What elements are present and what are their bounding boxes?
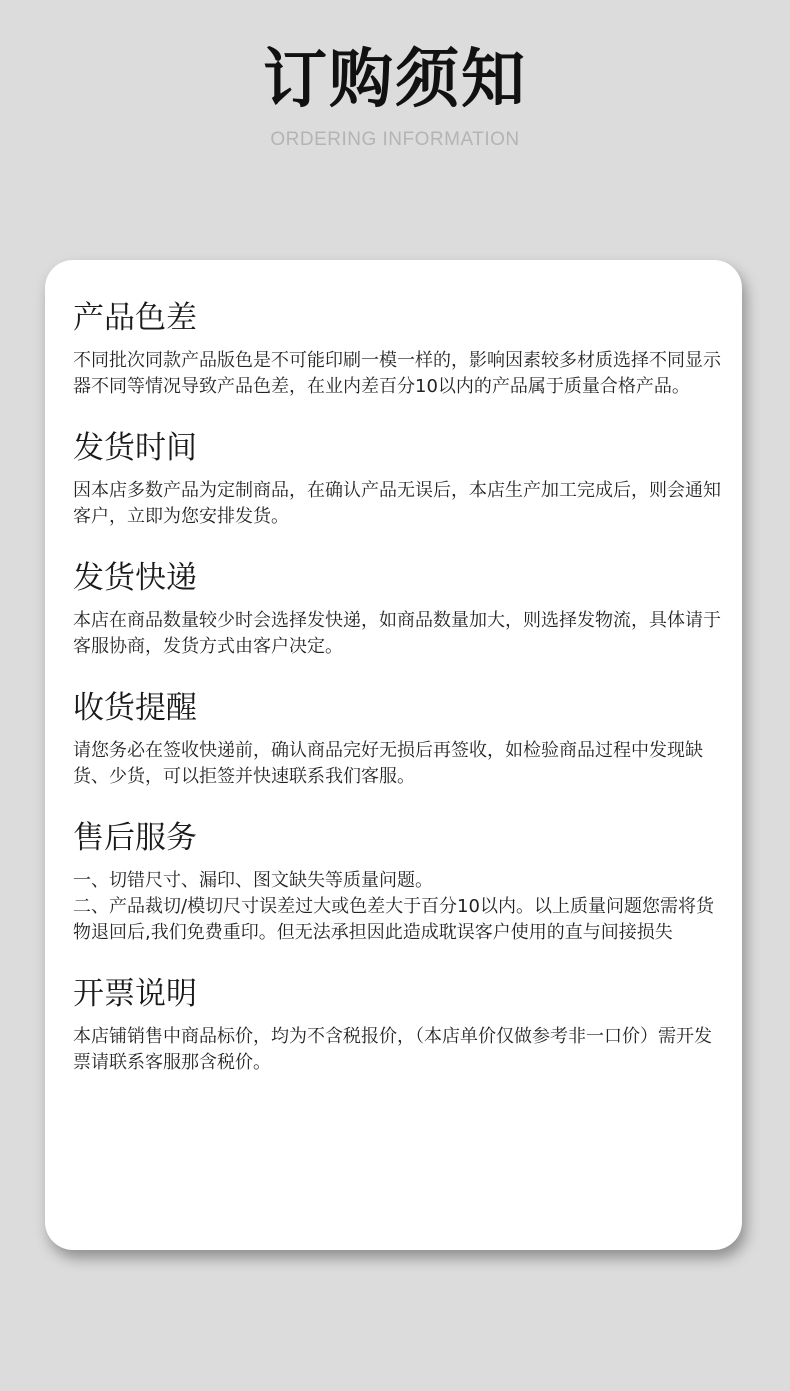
section-text: 二、产品裁切/模切尺寸误差过大或色差大于百分10以内。以上质量问题您需将货物退回后,我们免费重印。但无法承担因此造成耽误客户使用的直与间接损失 [73,896,714,943]
page-title: 订购须知 [263,43,527,117]
section-body [73,348,728,400]
section-shipping-courier [73,556,728,660]
section-body [73,608,728,660]
section-title: 发货时间 [73,430,197,466]
section-body [73,478,728,530]
section-text: 不同批次同款产品版色是不可能印刷一模一样的，影响因素较多材质选择不同显示器不同等情况导致产品色差，在业内差百分10以内的产品属于质量合格产品。 [73,350,721,397]
section-shipping-time [73,426,728,530]
section-title: 售后服务 [73,820,197,856]
page-subtitle: ORDERING INFORMATION [270,129,520,150]
section-text: 本店在商品数量较少时会选择发快递，如商品数量加大，则选择发物流，具体请于客服协商，发货方式由客户决定。 [73,610,721,657]
section-body [73,868,728,946]
section-title: 产品色差 [73,300,197,336]
section-title: 收货提醒 [73,690,197,726]
header [0,40,790,152]
section-receipt-reminder [73,686,728,790]
section-title: 开票说明 [73,976,197,1012]
section-text: 请您务必在签收快递前，确认商品完好无损后再签收，如检验商品过程中发现缺货、少货，可以拒签并快速联系我们客服。 [73,740,703,787]
info-card [45,260,742,1250]
section-text: 本店铺销售中商品标价，均为不含税报价，（本店单价仅做参考非一口价）需开发票请联系客服那含税价。 [73,1026,712,1073]
section-text: 一、切错尺寸、漏印、图文缺失等质量问题。 [73,870,433,891]
section-body [73,1024,728,1076]
section-text: 因本店多数产品为定制商品，在确认产品无误后，本店生产加工完成后，则会通知客户，立即为您安排发货。 [73,480,721,527]
section-invoice [73,972,728,1076]
section-after-sales [73,816,728,946]
section-body [73,738,728,790]
section-color-difference [73,296,728,400]
section-title: 发货快递 [73,560,197,596]
